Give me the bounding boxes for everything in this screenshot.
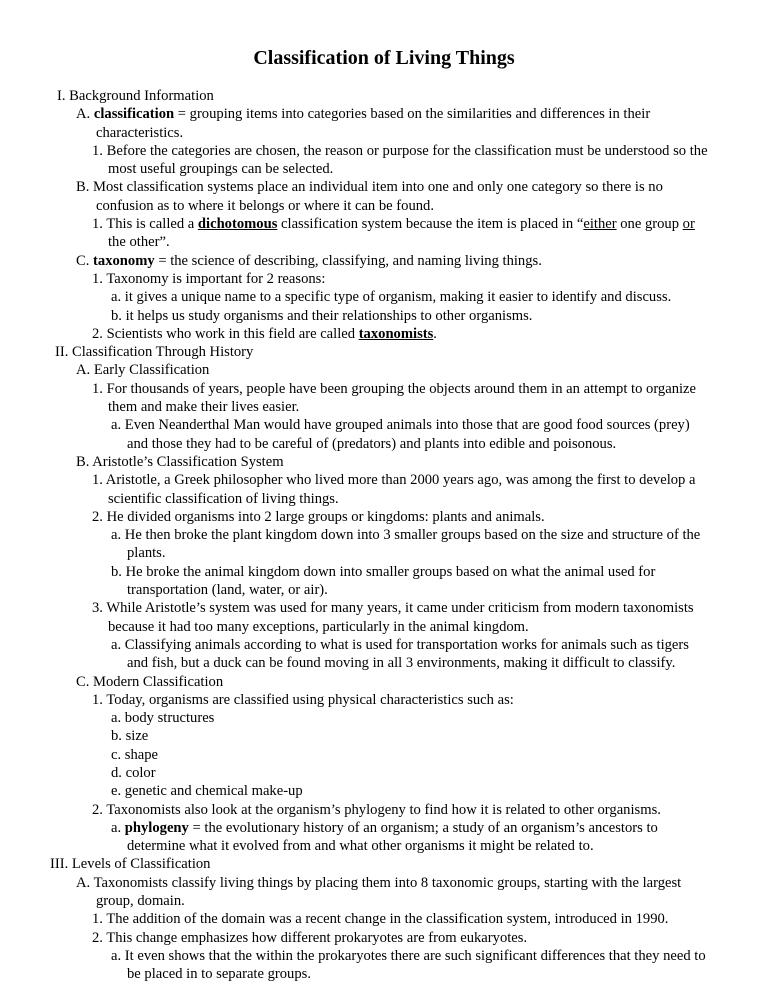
outline-item: c. shape	[111, 746, 159, 763]
term-classification: classification	[93, 106, 175, 123]
outline-item: C. Modern Classification	[76, 673, 224, 690]
outline-item: a. body structures	[111, 710, 215, 727]
outline-item: 1. The addition of the domain was a recent change in the classification system, introduced in 1990.	[92, 911, 669, 928]
outline-item: A. Taxonomists classify living things by placing them into 8 taxonomic groups, starting with the largest group, domain.	[76, 874, 682, 910]
section-heading: III. Levels of Classification	[50, 856, 211, 873]
item-text: = grouping items into categories based on the similarities and differences in their characteristics.	[96, 106, 651, 141]
item-text: one group	[616, 216, 683, 233]
section-heading: I. Background Information	[57, 88, 214, 104]
item-label: C.	[76, 252, 90, 269]
term-dichotomous: dichotomous	[197, 216, 278, 233]
item-label: A.	[76, 106, 91, 123]
outline-item: 2. This change emphasizes how different prokaryotes are from eukaryotes.	[92, 929, 528, 946]
outline-item: a. He then broke the plant kingdom down into 3 smaller groups based on the size and structure of the plants.	[111, 527, 701, 562]
outline-item: a. It even shows that the within the prokaryotes there are such significant differences that they need to be placed in to separate groups.	[111, 947, 706, 983]
outline-item: 2. He divided organisms into 2 large groups or kingdoms: plants and animals.	[92, 508, 545, 525]
outline-item	[0, 819, 713, 856]
item-text: .	[433, 325, 437, 342]
outline-item: a. it gives a unique name to a specific type of organism, making it easier to identify and discuss.	[111, 289, 672, 306]
outline-item: a. Classifying animals according to what is used for transportation works for animals such as tigers and fish, but a duck can be found moving in all 3 environments, making it difficult to classify.	[111, 636, 689, 672]
section-heading: II. Classification Through History	[55, 344, 254, 361]
outline-item: A. Early Classification	[76, 362, 210, 379]
term-taxonomists: taxonomists	[358, 325, 434, 342]
item-label: a.	[111, 819, 125, 836]
item-text: classification system because the item is placed in “	[277, 216, 584, 233]
underlined-either: either	[583, 216, 617, 233]
document-title: Classification of Living Things	[253, 47, 515, 69]
outline-item: a. Even Neanderthal Man would have grouped animals into those that are good food sources (prey) and those they had to be careful of (predators) and plants into edible and poisonous.	[111, 417, 690, 452]
outline-item	[0, 105, 713, 142]
outline-item	[0, 325, 713, 343]
outline-item: b. size	[111, 728, 149, 745]
outline-item: B. Aristotle’s Classification System	[76, 453, 284, 470]
term-phylogeny: phylogeny	[124, 819, 189, 836]
outline-item: B. Most classification systems place an individual item into one and only one category so there is no confusion as to where it belongs or where it can be found.	[76, 179, 663, 214]
outline-item: d. color	[111, 764, 156, 781]
outline-item: 3. While Aristotle’s system was used for many years, it came under criticism from modern taxonomists because it had too many exceptions, particularly in the animal kingdom.	[92, 600, 694, 635]
outline-item: 2. Taxonomists also look at the organism’s phylogeny to find how it is related to other organisms.	[92, 801, 661, 818]
outline-item: 1. Taxonomy is important for 2 reasons:	[92, 270, 326, 287]
item-text: 1. This is called a	[92, 216, 198, 233]
item-text: = the evolutionary history of an organism; a study of an organism’s ancestors to determine what it evolved from and what other organisms it might be related to.	[127, 819, 658, 855]
item-text: = the science of describing, classifying, and naming living things.	[154, 252, 542, 269]
term-taxonomy: taxonomy	[93, 252, 155, 269]
outline-item: 1. Before the categories are chosen, the reason or purpose for the classification must be understood so the most useful groupings can be selected.	[92, 142, 708, 178]
item-text: the other”.	[108, 234, 170, 251]
outline-item: 1. Aristotle, a Greek philosopher who lived more than 2000 years ago, was among the first to develop a scientific classification of living things.	[92, 472, 696, 507]
outline-item: 1. For thousands of years, people have been grouping the objects around them in an attempt to organize them and make their lives easier.	[92, 380, 696, 416]
outline-item: b. it helps us study organisms and their relationships to other organisms.	[111, 307, 533, 324]
underlined-or: or	[682, 216, 695, 233]
outline-item	[0, 215, 713, 252]
outline-item: e. genetic and chemical make-up	[111, 783, 303, 800]
outline-item	[0, 252, 713, 270]
outline	[0, 87, 768, 984]
item-text: 2. Scientists who work in this field are called	[92, 325, 359, 342]
outline-item: b. He broke the animal kingdom down into smaller groups based on what the animal used for transportation (land, water, or air).	[111, 563, 656, 599]
outline-item: 1. Today, organisms are classified using physical characteristics such as:	[92, 691, 514, 708]
